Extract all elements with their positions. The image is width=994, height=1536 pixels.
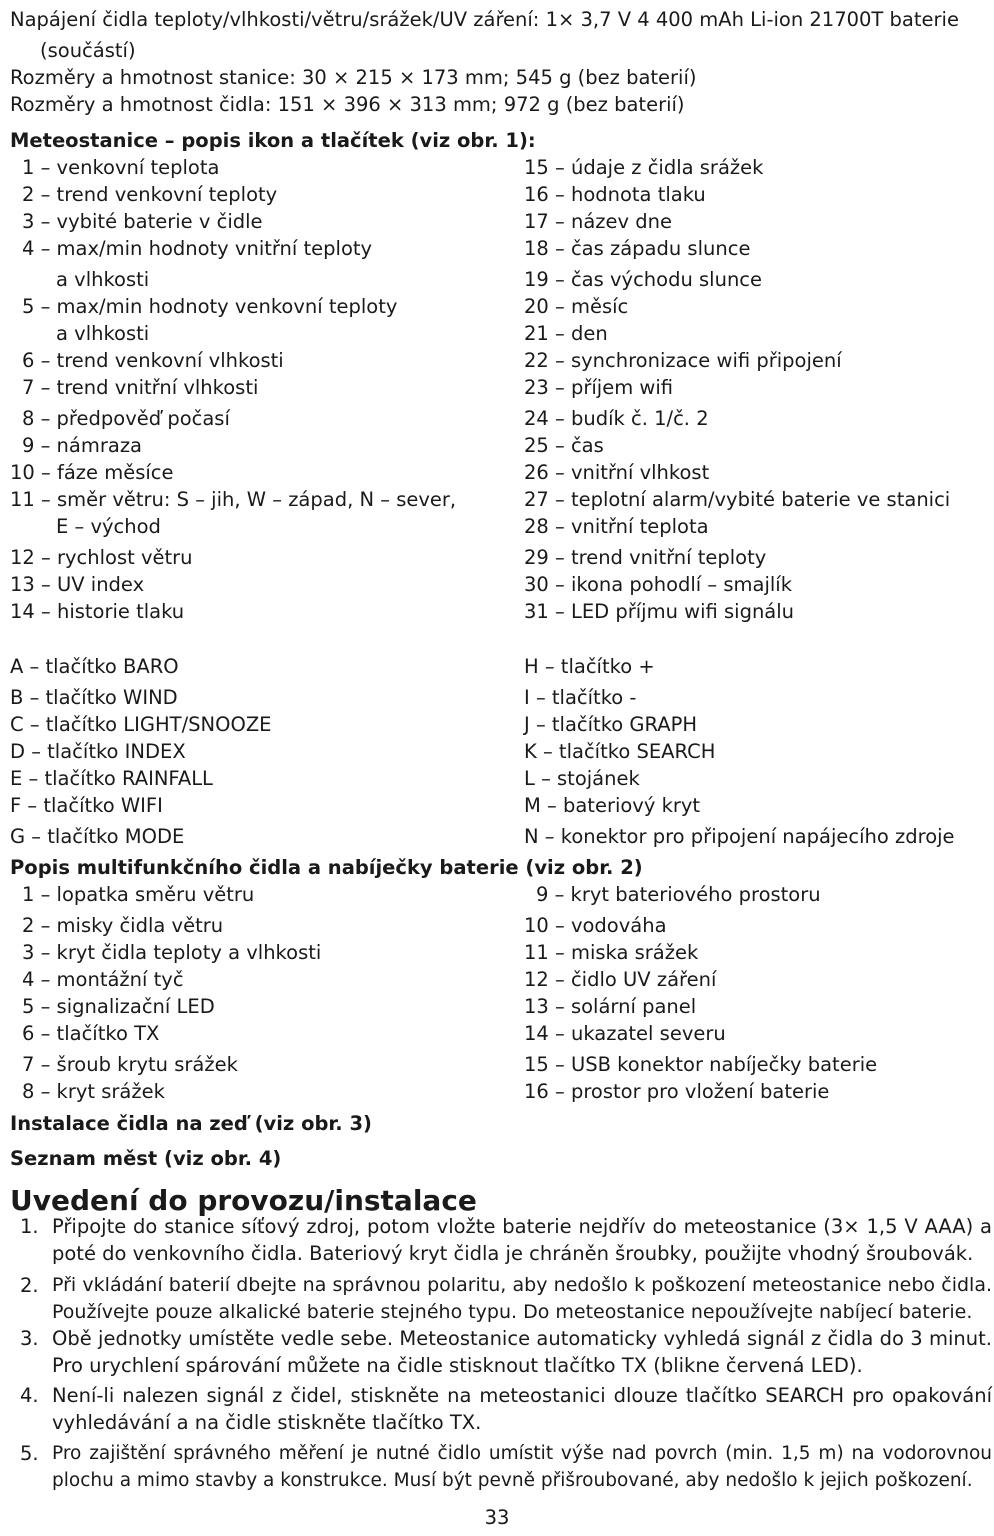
list-item: 14 – historie tlaku [10,600,185,623]
list-item: 7 – šroub krytu srážek [22,1053,238,1076]
list-item: 17 – název dne [524,210,672,233]
list-item: 15 – údaje z čidla srážek [524,156,764,179]
list-item: 15 – USB konektor nabíječky baterie [524,1053,878,1076]
button-item: D – tlačítko INDEX [10,740,186,763]
step-item [14,1440,990,1496]
station-heading: Meteostanice – popis ikon a tlačítek (viz obr. 1): [10,129,536,152]
button-item: M – bateriový kryt [524,794,701,817]
list-item: 22 – synchronizace wifi připojení [524,349,842,372]
list-item: 4 – max/min hodnoty vnitřní teploty [22,237,373,260]
cities-heading: Seznam měst (viz obr. 4) [10,1147,282,1170]
list-item: 28 – vnitřní teplota [524,515,709,538]
list-item: 21 – den [524,322,608,345]
spec-line: Napájení čidla teploty/vlhkosti/větru/srážek/UV záření: 1× 3,7 V 4 400 mAh Li-ion 21700T baterie [10,8,959,31]
list-item: 13 – solární panel [524,995,697,1018]
button-item: K – tlačítko SEARCH [524,740,716,763]
list-item: 8 – kryt srážek [22,1080,165,1103]
step-text: Připojte do stanice síťový zdroj, potom vložte baterie nejdřív do meteostanice (3× 1,5 V AAA) a poté do venkovního čidla. Bateriový kryt čidla je chráněn šroubky, použijte vhodný šroubovák. [52,1215,992,1265]
step-text: Při vkládání baterií dbejte na správnou polaritu, aby nedošlo k poškození meteostanice nebo čidla. Používejte pouze alkalické baterie stejného typu. Do meteostanice nepoužívejte nabíjecí baterie. [52,1274,992,1323]
list-item: 11 – miska srážek [524,941,699,964]
step-number: 1. [20,1215,39,1238]
list-item: 3 – vybité baterie v čidle [22,210,263,233]
list-item: 12 – rychlost větru [10,546,193,569]
button-item: G – tlačítko MODE [10,825,185,848]
list-item-continuation: E – východ [56,515,161,538]
list-item: 12 – čidlo UV záření [524,968,717,991]
list-item: 14 – ukazatel severu [524,1022,726,1045]
list-item: 3 – kryt čidla teploty a vlhkosti [22,941,322,964]
list-item: 23 – příjem wifi [524,376,674,399]
sensor-heading: Popis multifunkčního čidla a nabíječky baterie (viz obr. 2) [10,856,643,879]
list-item: 18 – čas západu slunce [524,237,751,260]
list-item: 6 – trend venkovní vlhkosti [22,349,284,372]
list-item: 10 – fáze měsíce [10,461,174,484]
list-item: 2 – misky čidla větru [22,914,224,937]
list-item: 26 – vnitřní vlhkost [524,461,710,484]
step-number: 3. [20,1327,39,1350]
button-item: A – tlačítko BARO [10,655,179,678]
list-item: 16 – hodnota tlaku [524,183,706,206]
button-item: C – tlačítko LIGHT/SNOOZE [10,713,272,736]
list-item: 1 – venkovní teplota [22,156,220,179]
list-item: 30 – ikona pohodlí – smajlík [524,573,793,596]
list-item: 1 – lopatka směru větru [22,883,255,906]
page-number: 33 [484,1506,510,1529]
list-item: 10 – vodováha [524,914,667,937]
list-item: 5 – max/min hodnoty venkovní teploty [22,295,398,318]
wall-install-heading: Instalace čidla na zeď (viz obr. 3) [10,1112,372,1135]
step-text: Není-li nalezen signál z čidel, stiskněte na meteostanici dlouze tlačítko SEARCH pro opakování vyhledávání a na čidle stiskněte tlačítko TX. [52,1384,992,1434]
list-item: 5 – signalizační LED [22,995,215,1018]
step-item [14,1382,990,1438]
button-item: J – tlačítko GRAPH [524,713,698,736]
step-item [14,1272,990,1328]
button-item: E – tlačítko RAINFALL [10,767,213,790]
spec-line: Rozměry a hmotnost stanice: 30 × 215 × 173 mm; 545 g (bez baterií) [10,66,697,89]
list-item: 13 – UV index [10,573,145,596]
step-text: Obě jednotky umístěte vedle sebe. Meteostanice automaticky vyhledá signál z čidla do 3 minut. Pro urychlení spárování můžete na čidle stisknout tlačítko TX (blikne červená LED). [52,1327,992,1377]
list-item: 9 – námraza [22,434,143,457]
list-item-continuation: a vlhkosti [56,322,150,345]
list-item: 31 – LED příjmu wifi signálu [524,600,795,623]
step-number: 2. [20,1274,39,1297]
button-item: I – tlačítko - [524,686,637,709]
button-item: B – tlačítko WIND [10,686,178,709]
button-item: F – tlačítko WIFI [10,794,163,817]
button-item: L – stojánek [524,767,640,790]
spec-line: Rozměry a hmotnost čidla: 151 × 396 × 313 mm; 972 g (bez baterií) [10,93,685,116]
spec-line: (součástí) [40,39,136,62]
list-item: 16 – prostor pro vložení baterie [524,1080,830,1103]
list-item: 2 – trend venkovní teploty [22,183,278,206]
list-item: 8 – předpověď počasí [22,407,230,430]
list-item-continuation: a vlhkosti [56,268,150,291]
list-item: 4 – montážní tyč [22,968,184,991]
step-item [14,1213,990,1269]
list-item: 27 – teplotní alarm/vybité baterie ve stanici [524,488,951,511]
list-item: 9 – kryt bateriového prostoru [536,883,821,906]
list-item: 24 – budík č. 1/č. 2 [524,407,709,430]
list-item: 20 – měsíc [524,295,629,318]
step-number: 5. [20,1442,39,1465]
step-text: Pro zajištění správného měření je nutné čidlo umístit výše nad povrch (min. 1,5 m) na vodorovnou plochu a mimo stavby a konstrukce. Musí být pevně přišroubované, aby nedošlo k jejich poškození. [52,1443,992,1491]
list-item: 11 – směr větru: S – jih, W – západ, N – sever, [10,488,457,511]
section-title: Uvedení do provozu/instalace [10,1184,477,1217]
list-item: 7 – trend vnitřní vlhkosti [22,376,259,399]
button-item: N – konektor pro připojení napájecího zdroje [524,825,955,848]
step-item [14,1325,990,1381]
list-item: 29 – trend vnitřní teploty [524,546,767,569]
step-number: 4. [20,1384,39,1407]
list-item: 25 – čas [524,434,604,457]
button-item: H – tlačítko + [524,655,655,678]
list-item: 6 – tlačítko TX [22,1022,160,1045]
list-item: 19 – čas východu slunce [524,268,763,291]
